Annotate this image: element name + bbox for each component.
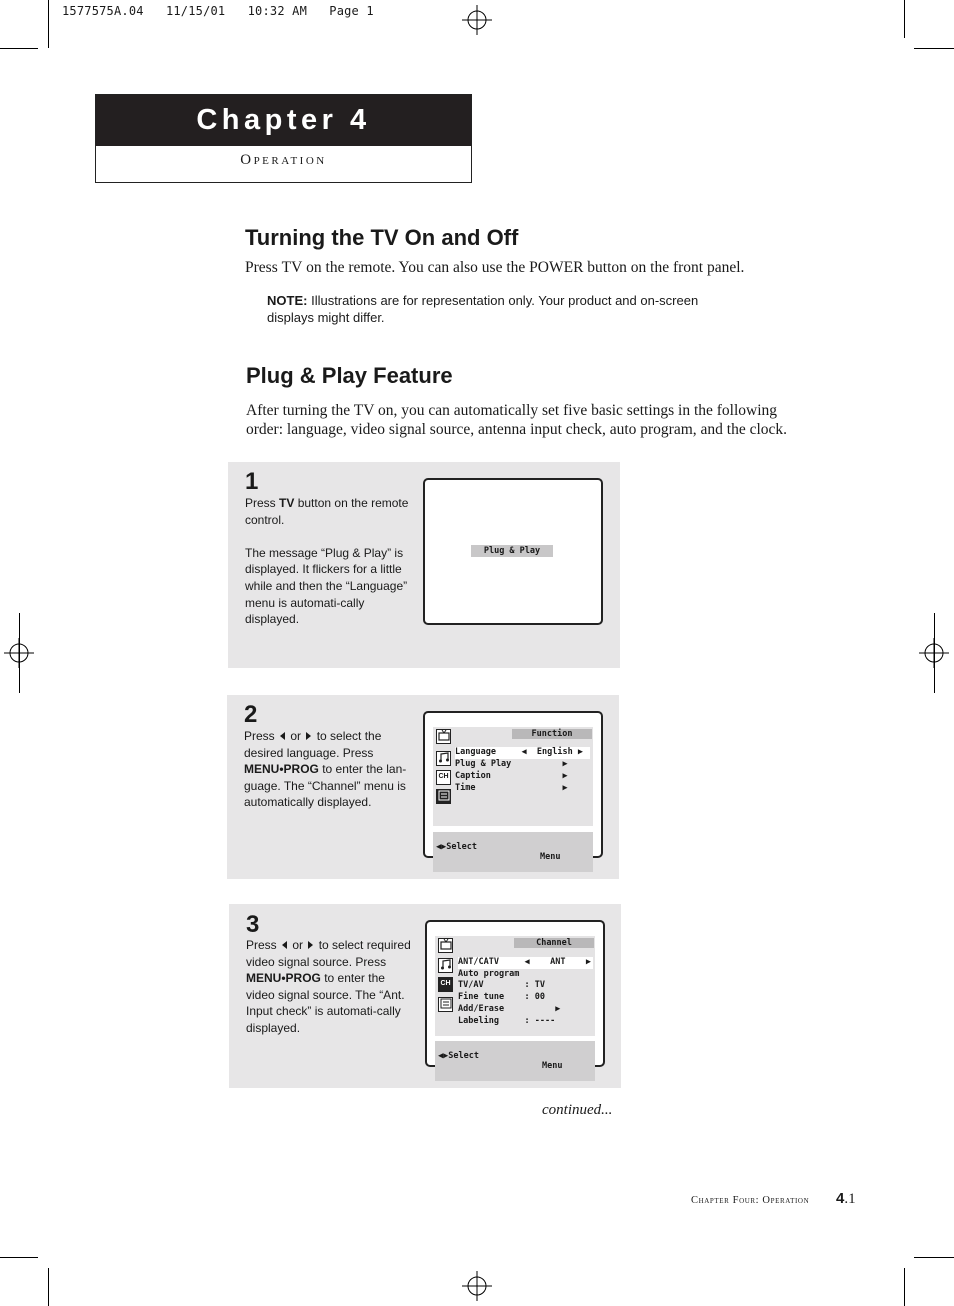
- picture-icon: [438, 938, 453, 953]
- registration-line: [934, 613, 935, 693]
- sound-icon: [436, 751, 451, 766]
- osd-row: Labeling : ----: [458, 1016, 556, 1026]
- registration-mark-icon: [462, 1271, 492, 1301]
- function-icon: [438, 997, 453, 1012]
- crop-mark: [914, 48, 954, 49]
- registration-line: [19, 613, 20, 693]
- tv-screen: [425, 920, 605, 1071]
- tv-screen: [423, 478, 603, 625]
- sound-icon: [438, 958, 453, 973]
- osd-row: Fine tune : 00: [458, 992, 545, 1002]
- crop-mark: [904, 0, 905, 38]
- step-text: Press or to select the desired language. Press MENU•PROG to enter the lan-guage. The “Channel” menu is automatically displayed.: [244, 729, 407, 810]
- osd-row: Auto program: [458, 969, 520, 979]
- crop-mark: [48, 1268, 49, 1306]
- osd-footer: ◀▶Select Menu: [435, 1041, 595, 1081]
- step-number: 3: [246, 911, 260, 938]
- osd-row-language: Language ◀ English ▶: [455, 747, 590, 759]
- left-arrow-icon: [280, 732, 285, 740]
- osd-row: Add/Erase ▶: [458, 1004, 561, 1014]
- step-text: Press TV button on the remote control. The message “Plug & Play” is displayed. It flickers for a little while and then the “Language” menu is automati-cally displayed.: [245, 496, 409, 627]
- crop-mark: [48, 0, 49, 48]
- continued-label: continued...: [542, 1102, 613, 1118]
- crop-mark: [904, 1268, 905, 1306]
- channel-icon: CH: [436, 770, 451, 785]
- crop-mark: [0, 48, 38, 49]
- chapter-subtitle: Operation: [240, 152, 327, 168]
- chapter-title: Chapter 4: [96, 95, 471, 146]
- section-plug-play-body: After turning the TV on, you can automatically set five basic settings in the following order: language, video signal source, antenna input check, auto program, and the clock.: [246, 402, 788, 438]
- step-number: 1: [245, 468, 259, 495]
- section-heading-plug-play: Plug & Play Feature: [246, 363, 453, 388]
- crop-mark: [0, 1257, 38, 1258]
- osd-row: TV/AV : TV: [458, 980, 545, 990]
- osd-row: Plug & Play ▶: [455, 759, 568, 769]
- osd-row-ant-catv: ANT/CATV ◀ ANT ▶: [458, 957, 592, 967]
- right-arrow-icon: [306, 732, 311, 740]
- step-text: Press or to select required video signal source. Press MENU•PROG to enter the video signal source. The “Ant. Input check” is automati-cally displayed.: [246, 938, 411, 1035]
- chapter-header: [95, 94, 472, 183]
- print-slug: 1577575A.04 11/15/01 10:32 AM Page 1: [62, 4, 374, 18]
- plug-play-message: Plug & Play: [471, 545, 553, 557]
- picture-icon: [436, 729, 451, 744]
- tv-screen: [423, 711, 603, 862]
- channel-icon: CH: [438, 977, 453, 992]
- crop-mark: [914, 1257, 954, 1258]
- page-number: 4.1: [836, 1190, 856, 1207]
- osd-row: Time ▶: [455, 783, 568, 793]
- section-power-body: Press TV on the remote. You can also use the POWER button on the front panel.: [245, 259, 745, 276]
- left-arrow-icon: [282, 941, 287, 949]
- osd-title: Function: [512, 729, 592, 739]
- osd-row: Caption ▶: [455, 771, 568, 781]
- osd-title: Channel: [514, 938, 594, 948]
- function-icon: [436, 789, 451, 804]
- section-heading-power: Turning the TV On and Off: [245, 225, 519, 250]
- right-arrow-icon: [308, 941, 313, 949]
- footer-chapter: Chapter Four: Operation: [691, 1195, 810, 1206]
- registration-mark-icon: [462, 5, 492, 35]
- step-number: 2: [244, 701, 258, 728]
- osd-footer: ◀▶Select Menu: [433, 832, 593, 872]
- note: NOTE: Illustrations are for representation only. Your product and on-screen displays might differ.: [267, 293, 699, 325]
- note-label: NOTE:: [267, 293, 308, 308]
